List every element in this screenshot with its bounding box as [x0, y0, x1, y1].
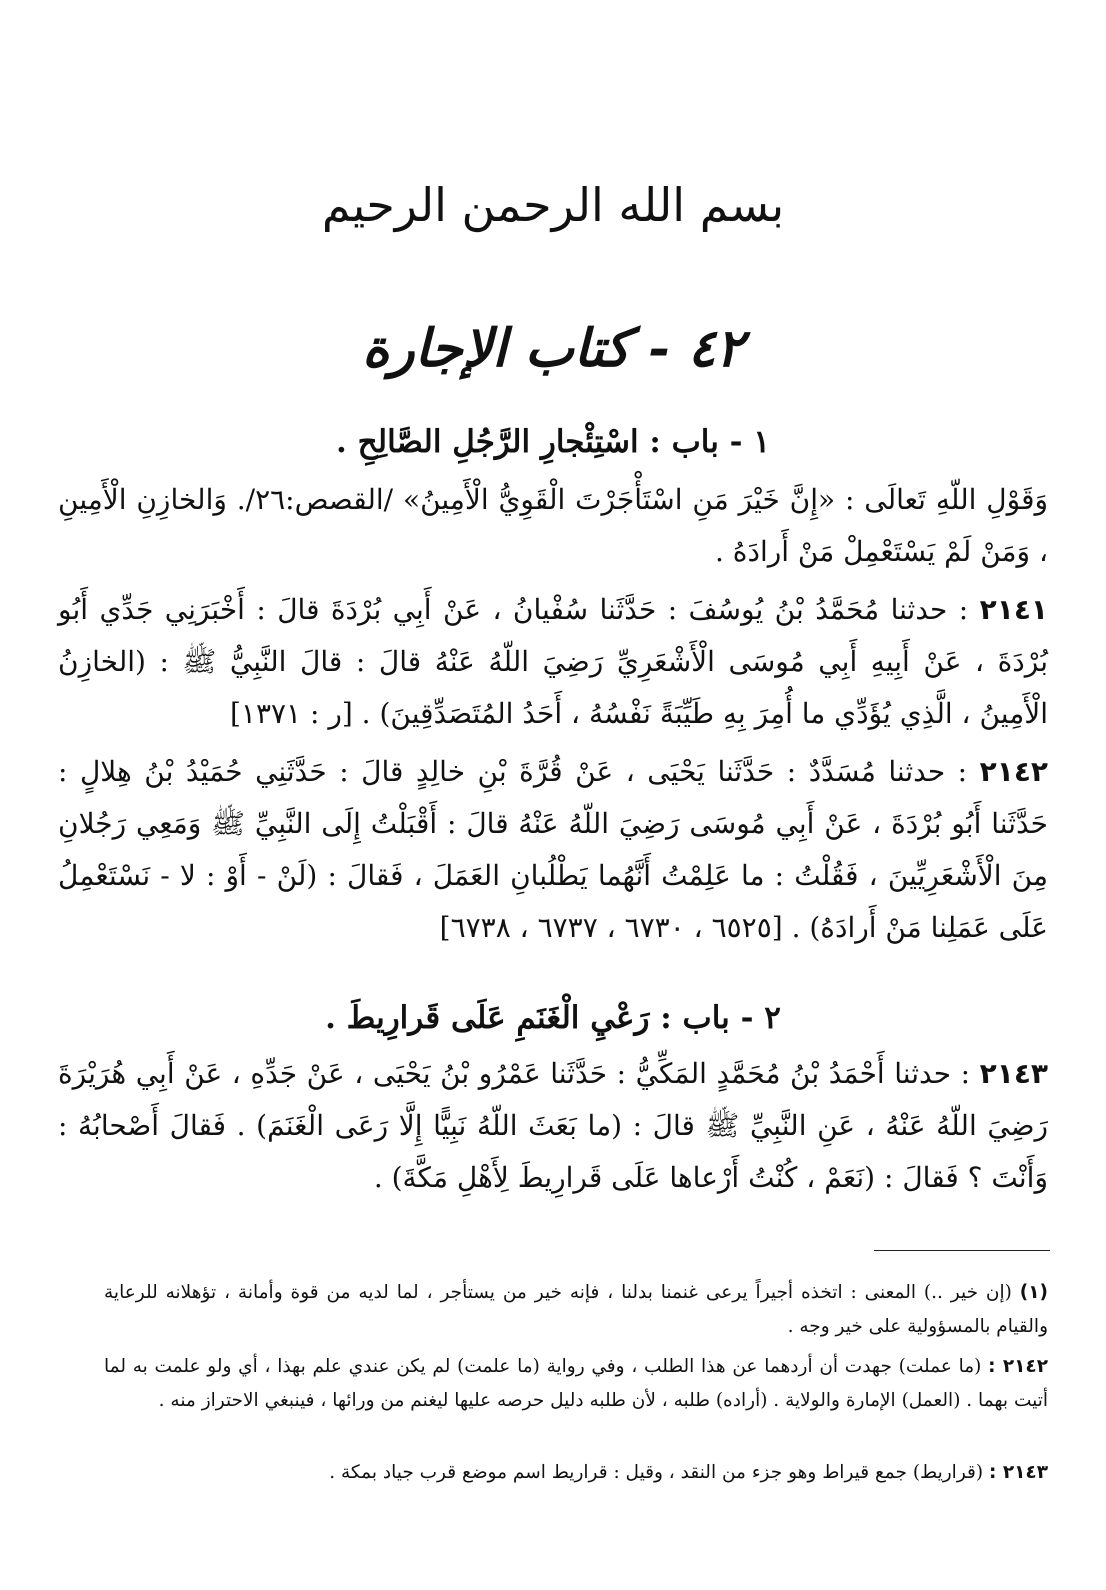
hadith-number: ٢١٤٢ — [979, 755, 1049, 788]
hadith-2142 — [58, 746, 1048, 954]
footnote-separator — [874, 1250, 1050, 1251]
hadith-text: : حدثنا أَحْمَدُ بْنُ مُحَمَّدٍ المَكِّيُّ : حَدَّثَنا عَمْرُو بْنُ يَحْيَى ، عَنْ جَدِّهِ ، عَنْ أَبِي هُرَيْرَةَ رَضِيَ اللّهُ عَنْهُ ، عَنِ النَّبِيِّ ﷺ قالَ : (ما بَعَثَ اللّهُ نَبِيًّا إِلَّا رَعَى الْغَنَمَ) . فَقالَ أَصْحابُهُ : وَأَنْتَ ؟ فَقالَ : (نَعَمْ ، كُنْتُ أَرْعاها عَلَى قَرارِيطَ لِأَهْلِ مَكَّةَ) . — [58, 1057, 1048, 1194]
basmala-calligraphy: بسم الله الرحمن الرحيم — [321, 178, 785, 232]
footnote-text: (ما عملت) جهدت أن أردهما عن هذا الطلب ، وفي رواية (ما علمت) لم يكن عندي علم بهذا ، أي ولو علمت به لما أتيت بهما . (العمل) الإمارة والولاية . (أراده) طلبه ، لأن طلبه دليل حرصه عليها ليغنم من ورائها ، فينبغي الاحتراز منه . — [104, 1356, 1048, 1411]
footnote-2143 — [104, 1456, 1048, 1490]
footnote-number: (١) — [1019, 1282, 1048, 1303]
chapter-2-heading: ٢ - باب : رَعْيِ الْغَنَمِ عَلَى قَرارِيطَ . — [325, 1000, 781, 1036]
chapter-1-intro: وَقَوْلِ اللّهِ تَعالَى : «إِنَّ خَيْرَ مَنِ اسْتَأْجَرْتَ الْقَوِيُّ الْأَمِينُ» /القصص:٢٦/. وَالخازِنِ الْأَمِينِ ، وَمَنْ لَمْ يَسْتَعْمِلْ مَنْ أَرادَهُ . — [58, 483, 1048, 568]
hadith-text: : حدثنا مُسَدَّدٌ : حَدَّثَنا يَحْيَى ، عَنْ قُرَّةَ بْنِ خالِدٍ قالَ : حَدَّثَنِي حُمَيْدُ بْنُ هِلالٍ : حَدَّثَنا أَبُو بُرْدَةَ ، عَنْ أَبِي مُوسَى رَضِيَ اللّهُ عَنْهُ قالَ : أَقْبَلْتُ إِلَى النَّبِيِّ ﷺ وَمَعِي رَجُلانِ مِنَ الْأَشْعَرِيِّينَ ، فَقُلْتُ : ما عَلِمْتُ أَنَّهُما يَطْلُبانِ العَمَلَ ، فَقالَ : (لَنْ - أَوْ : لا - نَسْتَعْمِلُ عَلَى عَمَلِنا مَنْ أَرادَهُ) . [٦٥٢٥ ، ٦٧٣٠ ، ٦٧٣٧ ، ٦٧٣٨] — [58, 755, 1048, 944]
footnote-text: (إن خير ..) المعنى : اتخذه أجيراً يرعى غنمنا بدلنا ، فإنه خير من يستأجر ، لما لديه من قوة وأمانة ، تؤهلانه للرعاية والقيام بالمسؤولية على خير وجه . — [104, 1282, 1048, 1337]
book-title: ٤٢ - كتاب الإجارة — [362, 318, 744, 379]
footnote-2142 — [104, 1350, 1048, 1418]
hadith-2141 — [58, 584, 1048, 740]
hadith-2143 — [58, 1048, 1048, 1204]
hadith-text: : حدثنا مُحَمَّدُ بْنُ يُوسُفَ : حَدَّثَنا سُفْيانُ ، عَنْ أَبِي بُرْدَةَ قالَ : أَخْبَرَنِي جَدِّي أَبُو بُرْدَةَ ، عَنْ أَبِيهِ أَبِي مُوسَى الْأَشْعَرِيِّ رَضِيَ اللّهُ عَنْهُ قالَ : قالَ النَّبِيُّ ﷺ : (الخازِنُ الْأَمِينُ ، الَّذِي يُؤَدِّي ما أُمِرَ بِهِ طَيِّبَةً نَفْسُهُ ، أَحَدُ المُتَصَدِّقِينَ) . [ر : ١٣٧١] — [58, 593, 1048, 730]
footnote-text: (قراريط) جمع قيراط وهو جزء من النقد ، وقيل : قراريط اسم موضع قرب جياد بمكة . — [329, 1462, 984, 1483]
footnote-1 — [104, 1276, 1048, 1344]
footnote-number: ٢١٤٢ : — [988, 1356, 1049, 1377]
hadith-number: ٢١٤١ — [979, 593, 1048, 626]
footnote-number: ٢١٤٣ : — [988, 1462, 1048, 1483]
hadith-number: ٢١٤٣ — [979, 1057, 1049, 1090]
chapter-1-heading: ١ - باب : اسْتِئْجارِ الرَّجُلِ الصَّالِحِ . — [336, 424, 770, 460]
